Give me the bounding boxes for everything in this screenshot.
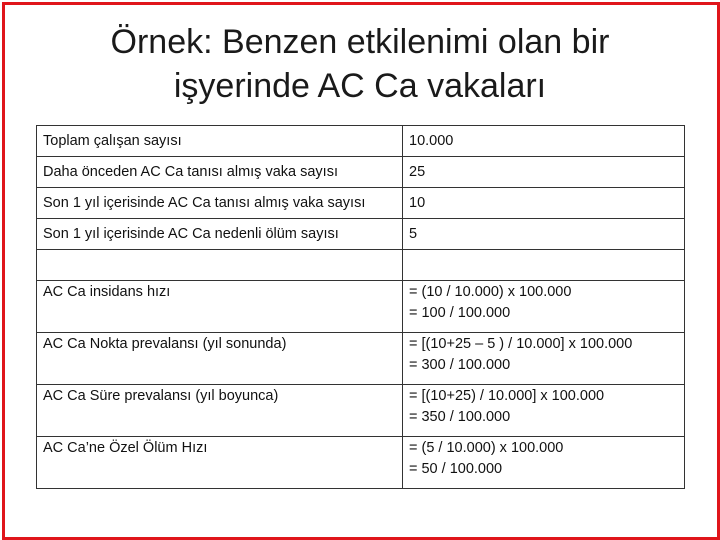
table-row-empty	[37, 250, 685, 281]
cases-table	[36, 125, 685, 489]
table-row	[37, 333, 685, 385]
table-row	[37, 281, 685, 333]
row-value-line: = (5 / 10.000) x 100.000	[409, 440, 564, 456]
row-value-line: = 300 / 100.000	[409, 357, 511, 373]
row-value	[403, 281, 685, 333]
table-row	[37, 188, 685, 219]
row-value	[403, 188, 685, 219]
row-label: Son 1 yıl içerisinde AC Ca tanısı almış vaka sayısı	[37, 188, 403, 219]
table-row	[37, 126, 685, 157]
title-line-2: işyerinde AC Ca vakaları	[173, 67, 547, 105]
row-value	[403, 250, 685, 281]
row-value-line: 5	[409, 225, 418, 242]
row-value-line: 10	[409, 194, 426, 211]
title-line-1: Örnek: Benzen etkilenimi olan bir	[110, 23, 610, 61]
row-value-line: = 100 / 100.000	[409, 305, 511, 321]
row-value-line: 25	[409, 163, 426, 180]
row-value-line: 10.000	[409, 132, 454, 149]
row-value	[403, 437, 685, 489]
table-row	[37, 157, 685, 188]
table-row	[37, 219, 685, 250]
row-value	[403, 385, 685, 437]
row-value	[403, 333, 685, 385]
row-value	[403, 126, 685, 157]
row-label: AC Ca insidans hızı	[37, 281, 403, 333]
row-value-line: = (10 / 10.000) x 100.000	[409, 284, 572, 300]
table-row	[37, 437, 685, 489]
row-label	[37, 250, 403, 281]
row-label: AC Ca’ne Özel Ölüm Hızı	[37, 437, 403, 489]
slide-title	[0, 20, 720, 108]
row-value	[403, 219, 685, 250]
table-row	[37, 385, 685, 437]
row-label: AC Ca Süre prevalansı (yıl boyunca)	[37, 385, 403, 437]
row-value-line: = [(10+25 – 5 ) / 10.000] x 100.000	[409, 336, 633, 352]
row-value-line: = [(10+25) / 10.000] x 100.000	[409, 388, 605, 404]
row-value-line: = 50 / 100.000	[409, 461, 503, 477]
row-value-line: = 350 / 100.000	[409, 409, 511, 425]
row-value	[403, 157, 685, 188]
row-label: Daha önceden AC Ca tanısı almış vaka sayısı	[37, 157, 403, 188]
row-label: Toplam çalışan sayısı	[37, 126, 403, 157]
row-label: Son 1 yıl içerisinde AC Ca nedenli ölüm sayısı	[37, 219, 403, 250]
row-label: AC Ca Nokta prevalansı (yıl sonunda)	[37, 333, 403, 385]
